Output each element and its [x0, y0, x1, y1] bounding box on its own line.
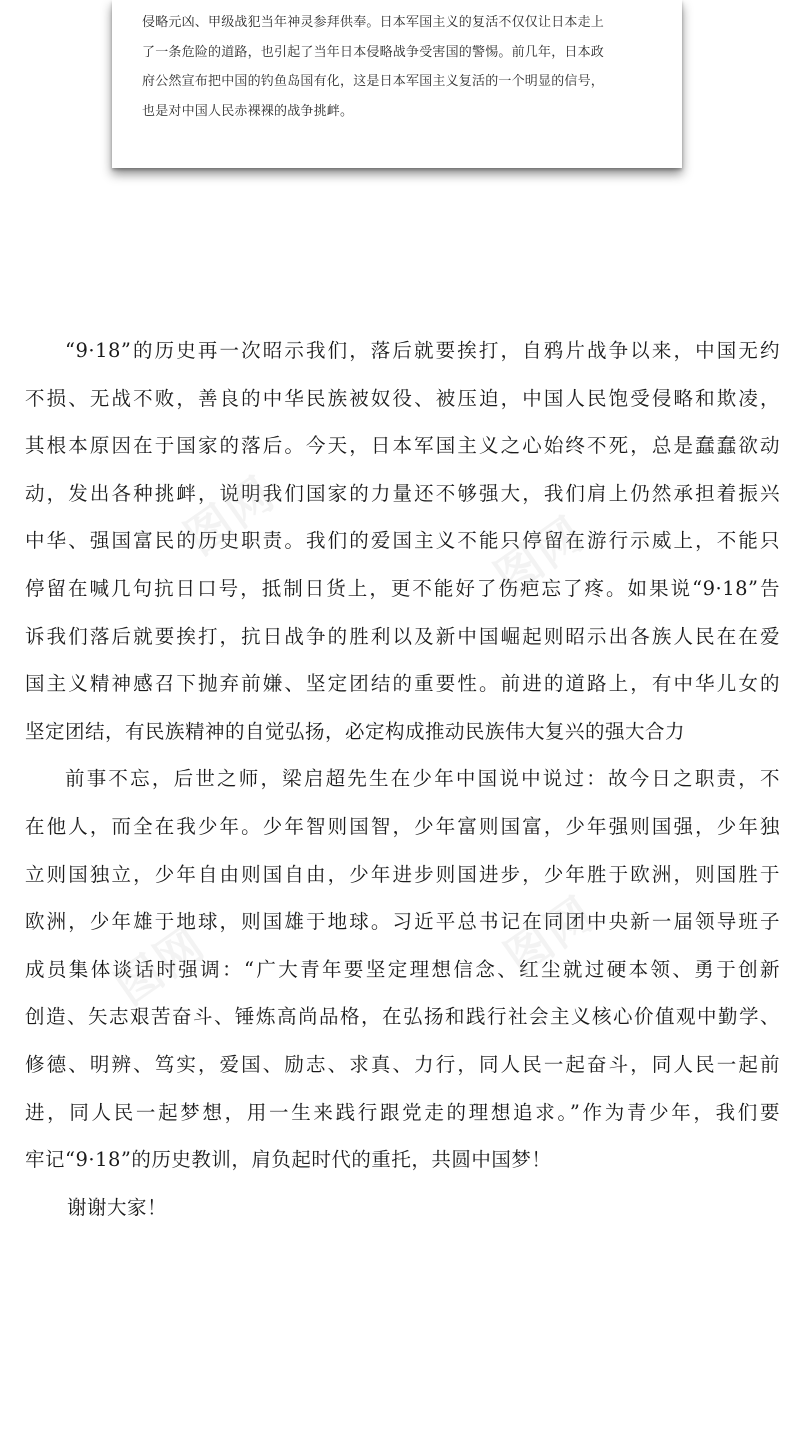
text-line: 国主义精神感召下抛弃前嫌、坚定团结的重要性。前进的道路上，有中华儿女的: [25, 672, 780, 696]
text-line: 诉我们落后就要挨打，抗日战争的胜利以及新中国崛起则昭示出各族人民在在爱: [25, 624, 780, 648]
text-line: “9·18”的历史再一次昭示我们，落后就要挨打，自鸦片战争以来，中国无约: [65, 339, 780, 362]
watermark: 图网: [174, 465, 285, 566]
text-line: 不损、无战不败，善良的中华民族被奴役、被压迫，中国人民饱受侵略和欺凌，: [25, 386, 780, 410]
text-line: 成员集体谈话时强调：“广大青年要坚定理想信念、红尘就过硬本领、勇于创新: [25, 957, 780, 981]
text-line: 立则国独立，少年自由则国自由，少年进步则国进步，少年胜于欧洲，则国胜于: [25, 862, 780, 886]
text-line: 动，发出各种挑衅，说明我们国家的力量还不够强大，我们肩上仍然承担着振兴: [25, 481, 780, 505]
text-line: 修德、明辨、笃实，爱国、励志、求真、力行，同人民一起奋斗，同人民一起前: [25, 1052, 780, 1076]
article-body: [25, 327, 780, 1231]
text-line: 其根本原因在于国家的落后。今天，日本军国主义之心始终不死，总是蠢蠢欲动: [25, 434, 780, 458]
text-line: 牢记“9·18”的历史教训，肩负起时代的重托，共圆中国梦！: [25, 1148, 552, 1172]
text-line: 停留在喊几句抗日口号，抵制日货上，更不能好了伤疤忘了疼。如果说“9·18”告: [25, 576, 780, 600]
watermark: 图网: [104, 915, 215, 1016]
card-line: 了一条危险的道路，也引起了当年日本侵略战争受害国的警惕。前几年，日本政: [142, 44, 605, 60]
text-line: 欧洲，少年雄于地球，则国雄于地球。习近平总书记在同团中央新一届领导班子: [25, 910, 780, 934]
card-line: 府公然宣布把中国的钓鱼岛国有化，这是日本军国主义复活的一个明显的信号，: [142, 74, 605, 89]
text-line: 坚定团结，有民族精神的自觉弘扬，必定构成推动民族伟大复兴的强大合力: [25, 719, 686, 743]
paragraph-2: [25, 755, 780, 1183]
excerpt-card: [112, 0, 682, 168]
text-line: 进，同人民一起梦想，用一生来践行跟党走的理想追求。”作为青少年，我们要: [25, 1100, 780, 1124]
watermark: 图网: [484, 505, 595, 606]
closing-line: 谢谢大家！: [67, 1195, 168, 1219]
text-line: 在他人，而全在我少年。少年智则国智，少年富则国富，少年强则国强，少年独: [25, 814, 780, 838]
text-line: 中华、强国富民的历史职责。我们的爱国主义不能只停留在游行示威上，不能只: [25, 529, 780, 553]
card-line: 也是对中国人民赤裸裸的战争挑衅。: [142, 103, 354, 119]
card-line: 侵略元凶、甲级战犯当年神灵参拜供奉。日本军国主义的复活不仅仅让日本走上: [142, 15, 605, 30]
paragraph-1: [25, 327, 780, 755]
text-line: 创造、矢志艰苦奋斗、锤炼高尚品格，在弘扬和践行社会主义核心价值观中勤学、: [25, 1005, 780, 1029]
text-line: 前事不忘，后世之师，梁启超先生在少年中国说中说过：故今日之职责，不: [65, 767, 780, 791]
watermark: 图网: [494, 885, 605, 986]
